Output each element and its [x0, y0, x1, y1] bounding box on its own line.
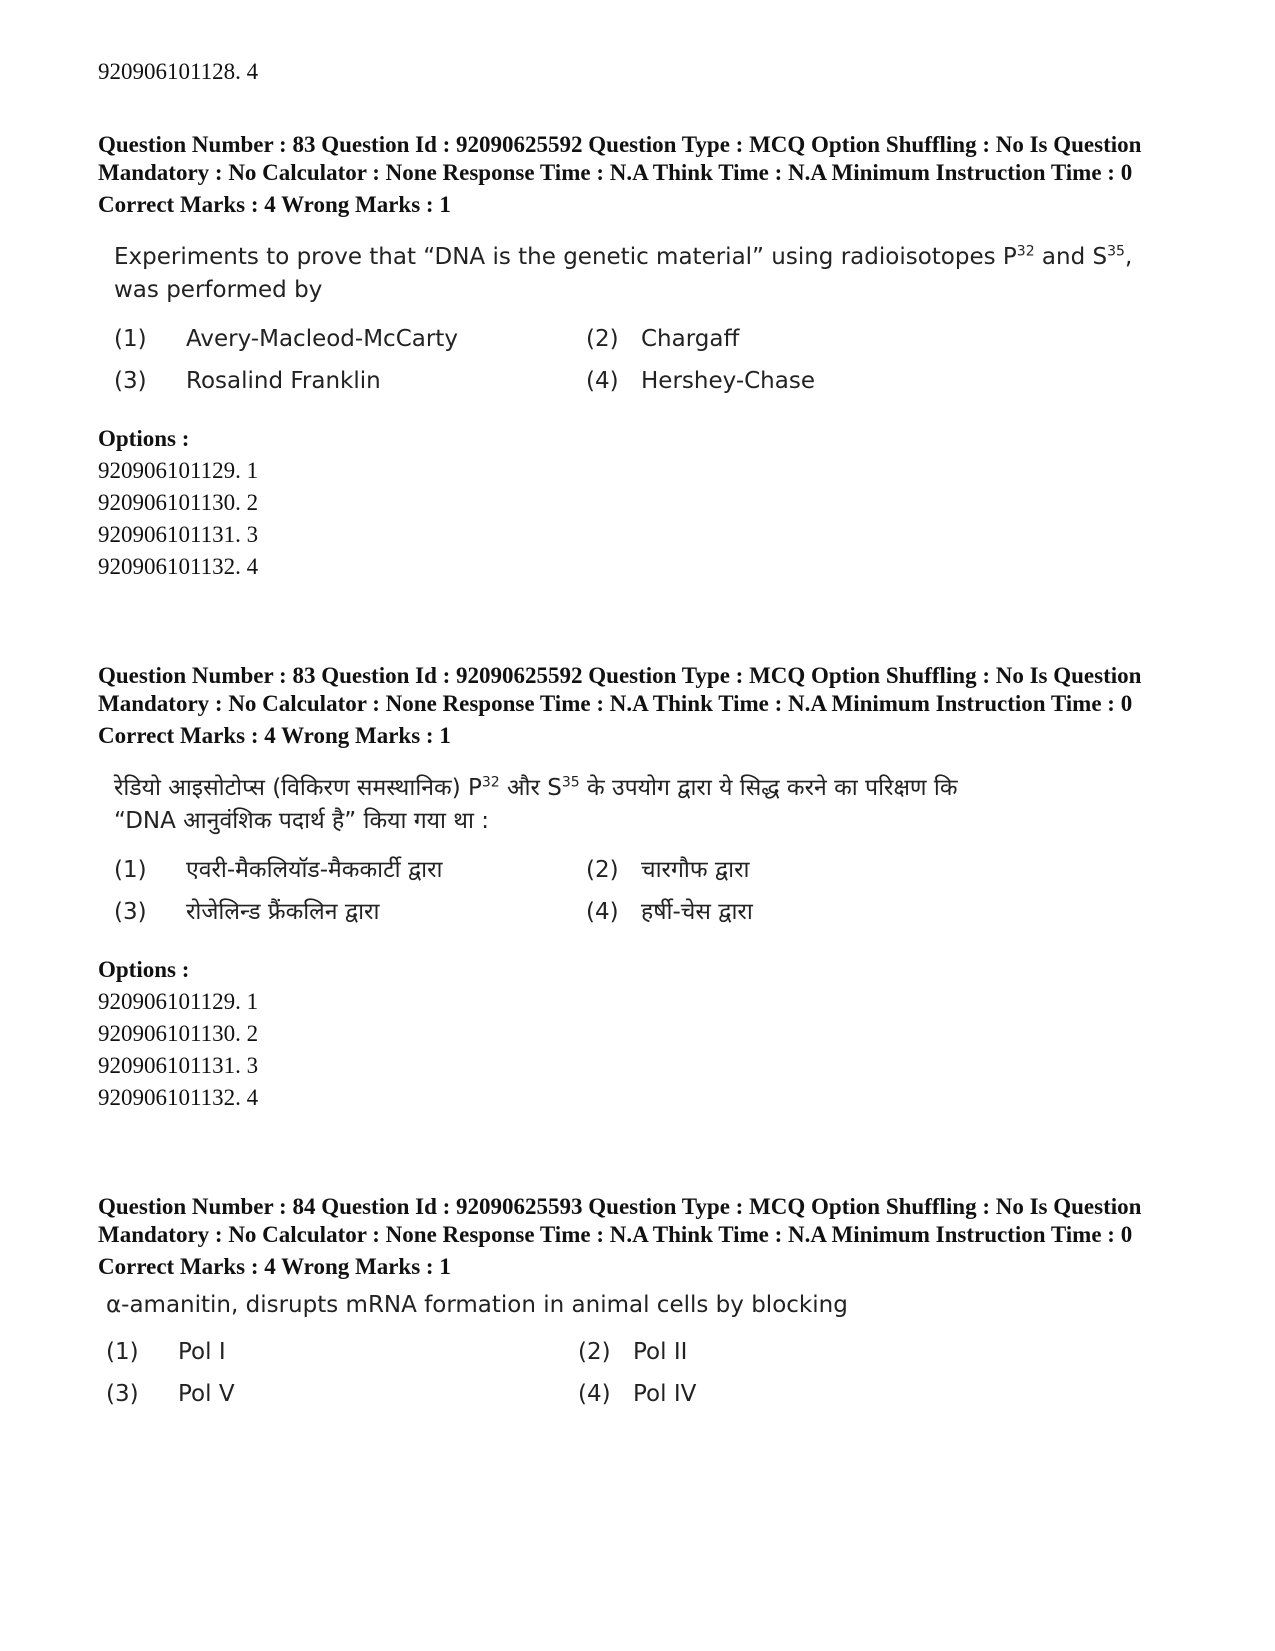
option-line: 920906101130. 2 — [98, 1021, 259, 1046]
question-text: रेडियो आइसोटोप्स (विकिरण समस्थानिक) $P^{32}$ और $S^{35}$ के उपयोग द्वारा ये सिद्ध करने का परिक्षण कि — [114, 774, 958, 801]
choice-text: एवरी-मैकलियॉड-मैककार्टी द्वारा — [186, 857, 443, 883]
option-line: 920906101129. 1 — [98, 458, 259, 483]
choice-text: Pol IV — [633, 1381, 697, 1407]
choice-grid — [114, 323, 1188, 397]
choice-number: (1) — [114, 326, 147, 352]
choice-text: चारगौफ द्वारा — [641, 857, 750, 883]
choice-text: हर्षी-चेस द्वारा — [641, 899, 753, 925]
choice-number: (4) — [586, 368, 619, 394]
choice-number: (3) — [114, 368, 147, 394]
choice-number: (1) — [114, 857, 147, 883]
choice-text: Rosalind Franklin — [186, 368, 381, 394]
choice-text: Chargaff — [641, 326, 740, 352]
question-header: Question Number : 84 Question Id : 92090625593 Question Type : MCQ Option Shuffling : No Is Question Mandatory : No Calculator : None Response Time : N.A Think Time : N.A Minimum Instruction Time : 0 — [98, 1194, 1142, 1247]
choice-text: Pol II — [633, 1339, 688, 1365]
choice-grid — [114, 854, 1188, 928]
question-image — [114, 241, 1188, 397]
options-label: Options : — [98, 957, 190, 982]
choice-number: (3) — [114, 899, 147, 925]
question-block-1 — [98, 131, 1188, 581]
marks-line: Correct Marks : 4 Wrong Marks : 1 — [98, 1254, 451, 1279]
question-block-2 — [98, 662, 1188, 1112]
question-image — [106, 1289, 1188, 1410]
top-option-line: 920906101128. 4 — [98, 59, 259, 84]
choice-number: (2) — [578, 1339, 611, 1365]
option-line: 920906101132. 4 — [98, 1085, 259, 1110]
marks-line: Correct Marks : 4 Wrong Marks : 1 — [98, 723, 451, 748]
question-image — [114, 772, 1188, 928]
choice-text: रोजेलिन्ड फ्रैंकलिन द्वारा — [186, 899, 380, 925]
question-block-3 — [98, 1193, 1188, 1410]
question-text-line-2: “DNA आनुवंशिक पदार्थ है” किया गया था : — [114, 808, 489, 834]
option-line: 920906101132. 4 — [98, 554, 259, 579]
option-line: 920906101130. 2 — [98, 490, 259, 515]
option-line: 920906101129. 1 — [98, 989, 259, 1014]
choice-number: (4) — [586, 899, 619, 925]
choice-text: Pol I — [178, 1339, 226, 1365]
question-header: Question Number : 83 Question Id : 92090625592 Question Type : MCQ Option Shuffling : No Is Question Mandatory : No Calculator : None Response Time : N.A Think Time : N.A Minimum Instruction Time : 0 — [98, 132, 1142, 185]
question-text: Experiments to prove that “DNA is the genetic material” using radioisotopes $P^{32}$ and $S^{35}$, — [114, 243, 1133, 270]
choice-number: (2) — [586, 857, 619, 883]
question-text: α-amanitin, disrupts mRNA formation in animal cells by blocking — [106, 1292, 848, 1318]
question-header: Question Number : 83 Question Id : 92090625592 Question Type : MCQ Option Shuffling : No Is Question Mandatory : No Calculator : None Response Time : N.A Think Time : N.A Minimum Instruction Time : 0 — [98, 663, 1142, 716]
marks-line: Correct Marks : 4 Wrong Marks : 1 — [98, 192, 451, 217]
choice-text: Pol V — [178, 1381, 235, 1407]
options-label: Options : — [98, 426, 190, 451]
option-line: 920906101131. 3 — [98, 1053, 259, 1078]
question-text-line-2: was performed by — [114, 277, 323, 303]
choice-number: (1) — [106, 1339, 139, 1365]
choice-number: (3) — [106, 1381, 139, 1407]
choice-number: (4) — [578, 1381, 611, 1407]
choice-grid — [106, 1336, 1188, 1410]
choice-text: Avery-Macleod-McCarty — [186, 326, 458, 352]
option-line: 920906101131. 3 — [98, 522, 259, 547]
choice-text: Hershey-Chase — [641, 368, 815, 394]
choice-number: (2) — [586, 326, 619, 352]
